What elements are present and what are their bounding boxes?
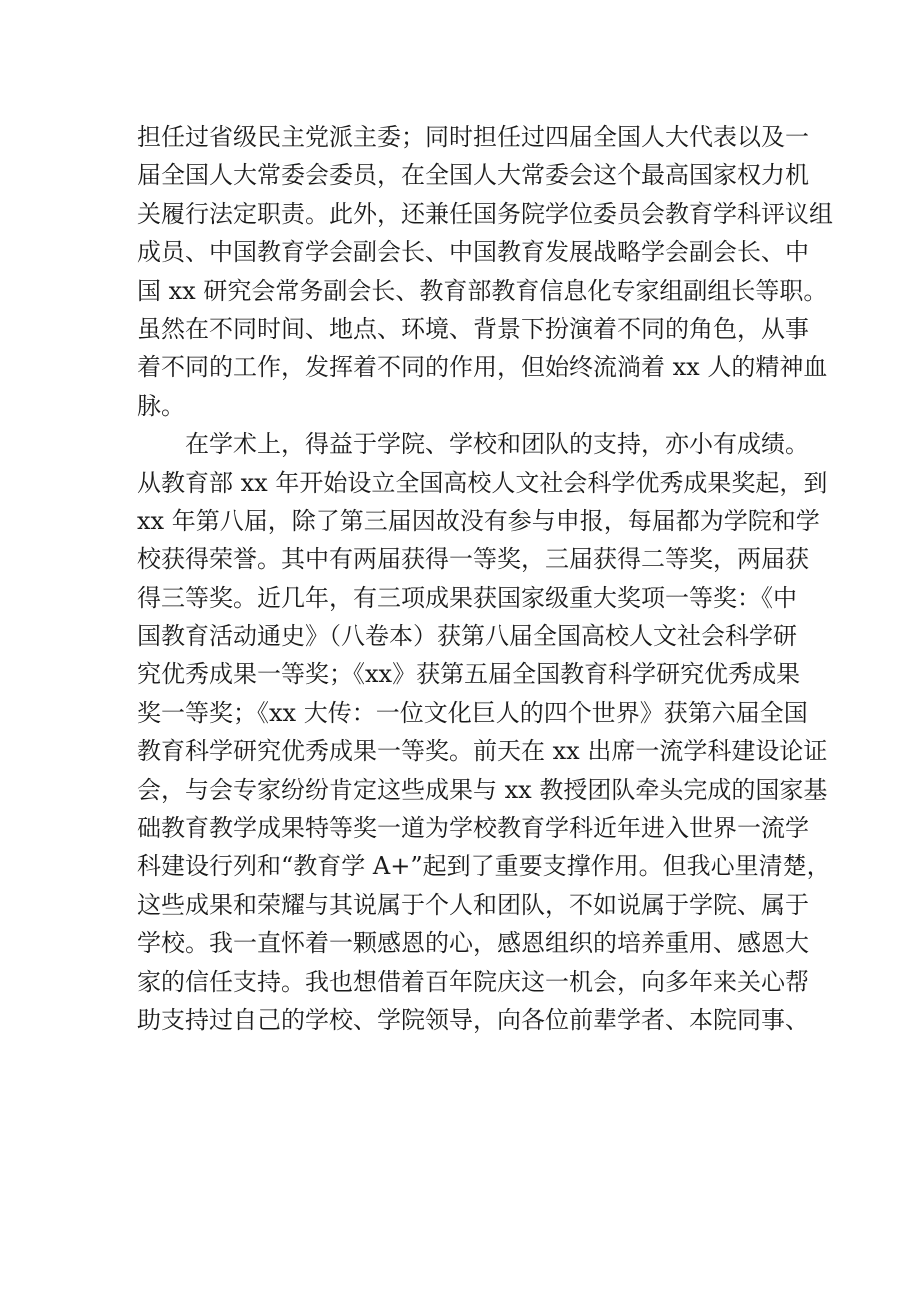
body-text bbox=[137, 118, 833, 1039]
text-line: 究优秀成果一等奖；《xx》获第五届全国教育科学研究优秀成果 bbox=[137, 660, 801, 689]
text-line: 这些成果和荣耀与其说属于个人和团队，不如说属于学院、属于 bbox=[137, 890, 809, 919]
text-line: 关履行法定职责。此外，还兼任国务院学位委员会教育学科评议组 bbox=[137, 199, 833, 228]
text-line: 着不同的工作，发挥着不同的作用，但始终流淌着 xx 人的精神血 bbox=[137, 353, 828, 382]
text-line: 奖一等奖；《xx 大传：一位文化巨人的四个世界》获第六届全国 bbox=[137, 698, 808, 727]
text-line: 担任过省级民主党派主委；同时担任过四届全国人大代表以及一 bbox=[137, 123, 809, 151]
text-line: 教育科学研究优秀成果一等奖。前天在 xx 出席一流学科建设论证 bbox=[137, 737, 828, 766]
text-line: 得三等奖。近几年，有三项成果获国家级重大奖项一等奖：《中 bbox=[137, 583, 797, 612]
text-line: 础教育教学成果特等奖一道为学校教育学科近年进入世界一流学 bbox=[137, 814, 809, 843]
text-line: 脉。 bbox=[137, 391, 185, 420]
text-line: 国 xx 研究会常务副会长、教育部教育信息化专家组副组长等职。 bbox=[137, 276, 828, 305]
text-line: 校获得荣誉。其中有两届获得一等奖，三届获得二等奖，两届获 bbox=[137, 545, 809, 574]
text-line: 届全国人大常委会委员，在全国人大常委会这个最高国家权力机 bbox=[137, 161, 809, 190]
text-line: 家的信任支持。我也想借着百年院庆这一机会，向多年来关心帮 bbox=[137, 967, 809, 996]
text-line: 国教育活动通史》（八卷本）获第八届全国高校人文社会科学研 bbox=[137, 622, 797, 651]
text-line: 会，与会专家纷纷肯定这些成果与 xx 教授团队牵头完成的国家基 bbox=[137, 775, 828, 804]
text-line: xx 年第八届，除了第三届因故没有参与申报，每届都为学院和学 bbox=[137, 506, 820, 535]
text-line: 从教育部 xx 年开始设立全国高校人文社会科学优秀成果奖起，到 bbox=[137, 468, 828, 497]
paragraph-start-line: 在学术上，得益于学院、学校和团队的支持，亦小有成绩。 bbox=[185, 430, 809, 459]
text-line: 学校。我一直怀着一颗感恩的心，感恩组织的培养重用、感恩大 bbox=[137, 929, 809, 958]
text-line: 科建设行列和“教育学 A+”起到了重要支撑作用。但我心里清楚， bbox=[137, 852, 831, 881]
text-line: 虽然在不同时间、地点、环境、背景下扮演着不同的角色，从事 bbox=[137, 314, 809, 343]
text-line: 成员、中国教育学会副会长、中国教育发展战略学会副会长、中 bbox=[137, 238, 809, 267]
text-line: 助支持过自己的学校、学院领导，向各位前辈学者、本院同事、 bbox=[137, 1005, 809, 1034]
